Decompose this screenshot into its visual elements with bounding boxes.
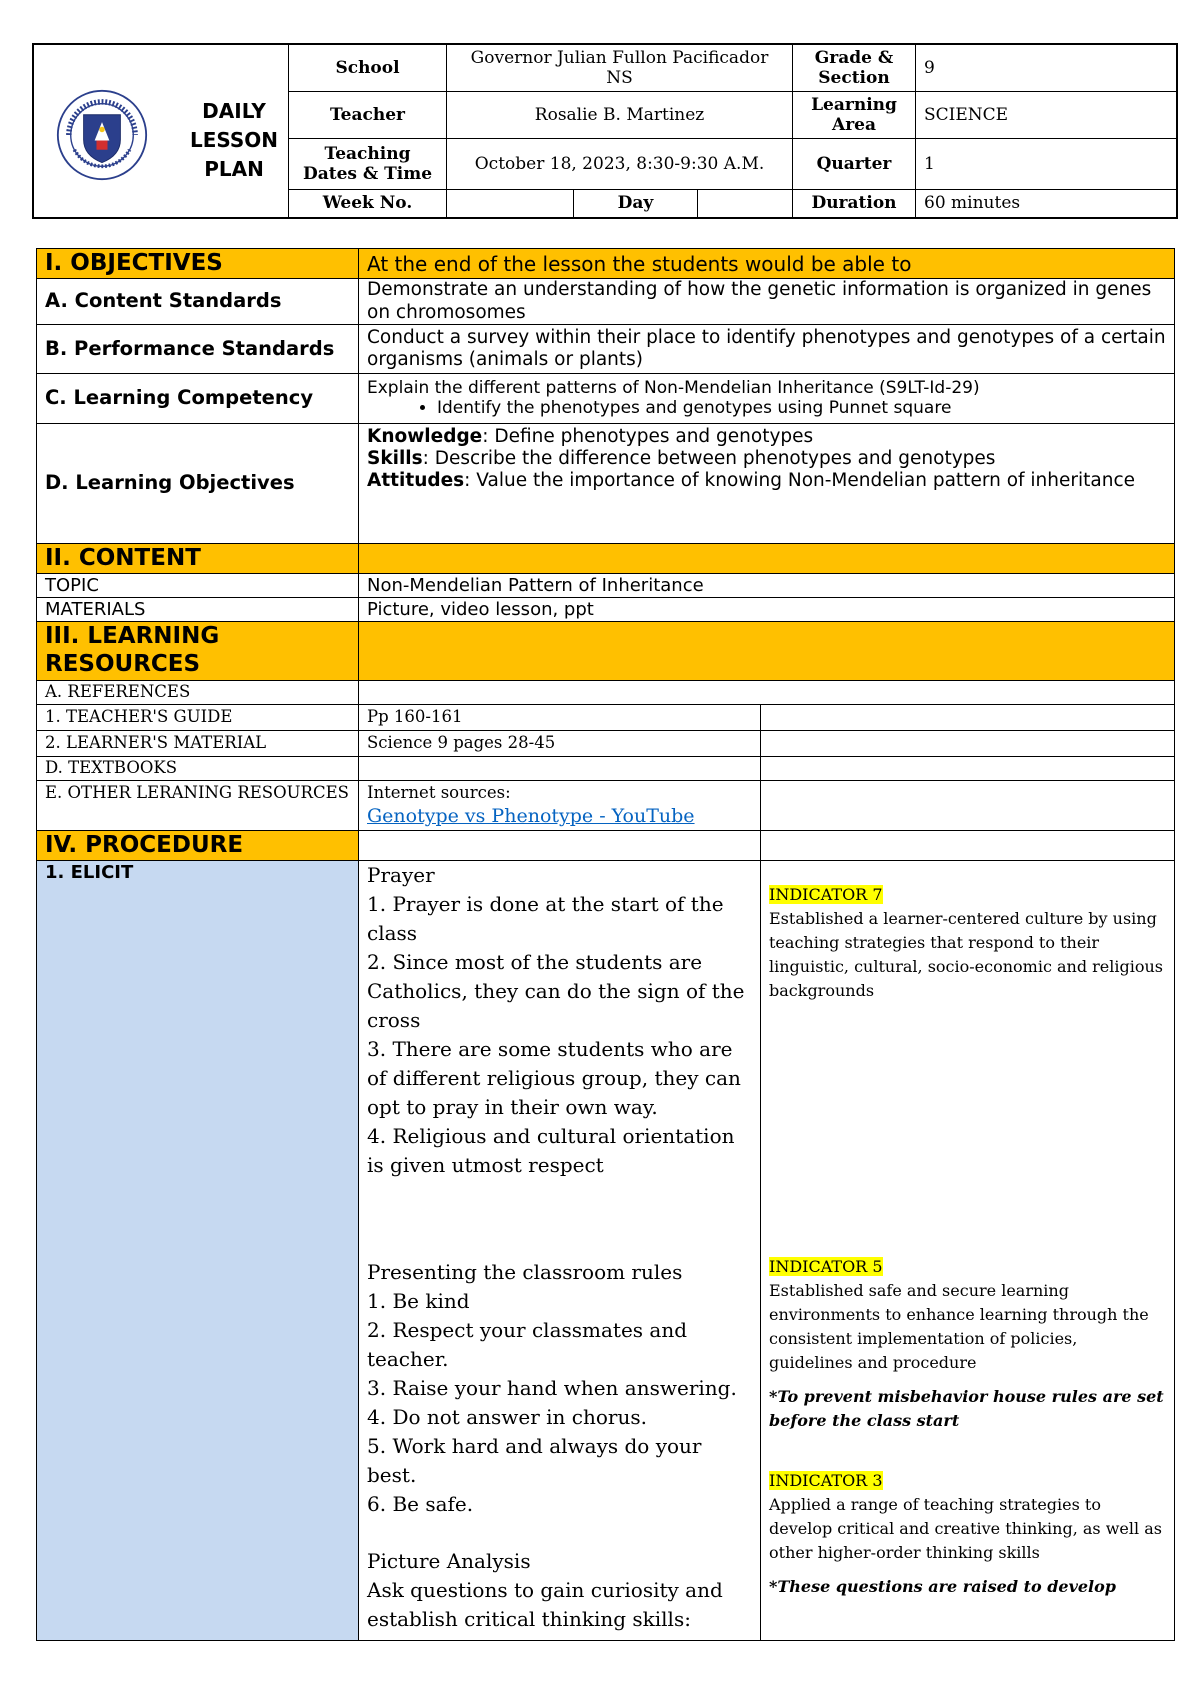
- indicator-5-text: Established safe and secure learning environments to enhance learning through the consistent implementation of policies, guidelines and procedure: [769, 1281, 1149, 1372]
- materials-label: MATERIALS: [37, 598, 359, 622]
- other-resources-intro: Internet sources:: [367, 783, 511, 802]
- indicator-5: [769, 1255, 1166, 1433]
- procedure-header-empty-1: [359, 831, 761, 861]
- learning-objectives-label: D. Learning Objectives: [37, 424, 359, 544]
- prayer-line: 1. Prayer is done at the start of the class: [367, 892, 724, 945]
- skills-line: [367, 448, 1166, 470]
- knowledge-value: : Define phenotypes and genotypes: [482, 426, 814, 447]
- quarter-label: Quarter: [793, 139, 916, 190]
- indicator-7-title: INDICATOR 7: [769, 885, 883, 904]
- day-value: [698, 190, 793, 217]
- learning-objectives-cell: [359, 424, 1175, 544]
- prayer-line: Prayer: [367, 863, 435, 887]
- skills-label: Skills: [367, 448, 423, 470]
- duration-value: 60 minutes: [924, 193, 1021, 214]
- indicator-7-text: Established a learner-centered culture by using teaching strategies that respond to their linguistic, cultural, socio-economic and religious backgrounds: [769, 909, 1164, 1000]
- learners-material-row: [37, 731, 1175, 757]
- teacher-value: Rosalie B. Martinez: [447, 92, 793, 139]
- attitudes-value: : Value the importance of knowing Non-Mendelian pattern of inheritance: [464, 470, 1136, 492]
- youtube-link[interactable]: Genotype vs Phenotype - YouTube: [367, 805, 695, 828]
- dates-value: October 18, 2023, 8:30-9:30 A.M.: [447, 139, 793, 190]
- textbooks-row: [37, 757, 1175, 781]
- indicator-5-title: INDICATOR 5: [769, 1257, 883, 1276]
- logo-cell: [34, 45, 289, 217]
- rules-line: 4. Do not answer in chorus.: [367, 1405, 647, 1429]
- content-heading: II. CONTENT: [37, 544, 359, 574]
- rules-line: 1. Be kind: [367, 1289, 470, 1313]
- materials-row: [37, 598, 1175, 622]
- quarter-value: 1: [916, 139, 1176, 190]
- learning-competency-bullet: • Identify the phenotypes and genotypes using Punnet square: [437, 399, 1166, 419]
- indicator-3-text: Applied a range of teaching strategies to develop critical and creative thinking, as well as other higher-order thinking skills: [769, 1495, 1162, 1562]
- rules-line: Presenting the classroom rules: [367, 1260, 683, 1284]
- resources-heading: III. LEARNING RESOURCES: [37, 622, 359, 681]
- picture-analysis-block: [367, 1547, 752, 1634]
- references-label: A. REFERENCES: [37, 681, 359, 705]
- teachers-guide-value: Pp 160-161: [359, 705, 761, 731]
- prayer-line: 4. Religious and cultural orientation is given utmost respect: [367, 1124, 735, 1177]
- other-resources-label: E. OTHER LERANING RESOURCES: [37, 781, 359, 831]
- knowledge-line: [367, 426, 1166, 448]
- plan-title: DAILY LESSON PLAN: [189, 99, 279, 181]
- week-value: [447, 190, 574, 217]
- textbooks-value: [359, 757, 761, 781]
- indicator-3-title: INDICATOR 3: [769, 1471, 883, 1490]
- picture-line: Ask questions to gain curiosity and establish critical thinking skills:: [367, 1578, 723, 1631]
- school-value: Governor Julian Fullon Pacificador NS: [447, 45, 793, 92]
- learners-material-label: 2. LEARNER'S MATERIAL: [37, 731, 359, 757]
- day-label: Day: [574, 190, 698, 217]
- performance-standards-row: [37, 325, 1175, 374]
- other-resources-row: [37, 781, 1175, 831]
- grade-value: 9: [916, 45, 1176, 92]
- objectives-heading: I. OBJECTIVES: [37, 249, 359, 279]
- procedure-header-row: [37, 831, 1175, 861]
- area-label: Learning Area: [793, 92, 916, 139]
- content-heading-fill: [359, 544, 1175, 574]
- textbooks-label: D. TEXTBOOKS: [37, 757, 359, 781]
- teachers-guide-row: [37, 705, 1175, 731]
- content-standards-row: [37, 279, 1175, 325]
- teachers-guide-label: 1. TEACHER'S GUIDE: [37, 705, 359, 731]
- picture-line: Picture Analysis: [367, 1549, 531, 1573]
- grade-label: Grade & Section: [793, 45, 916, 92]
- topic-label: TOPIC: [37, 574, 359, 598]
- content-standards-value: Demonstrate an understanding of how the genetic information is organized in genes on chromosomes: [359, 279, 1175, 325]
- content-standards-label: A. Content Standards: [37, 279, 359, 325]
- lesson-plan-header: [32, 43, 1178, 219]
- rules-line: 5. Work hard and always do your best.: [367, 1434, 702, 1487]
- prayer-block: [367, 861, 752, 1180]
- resources-heading-fill: [359, 622, 1175, 681]
- learning-competency-cell: [359, 374, 1175, 424]
- area-value: SCIENCE: [916, 92, 1176, 139]
- learners-material-value: Science 9 pages 28-45: [359, 731, 761, 757]
- school-label: School: [289, 45, 447, 92]
- topic-value: Non-Mendelian Pattern of Inheritance: [359, 574, 1175, 598]
- learning-competency-value: Explain the different patterns of Non-Mendelian Inheritance (S9LT-Id-29): [367, 377, 980, 398]
- indicator-3: [769, 1469, 1166, 1599]
- teachers-guide-empty: [761, 705, 1175, 731]
- prayer-line: 3. There are some students who are of different religious group, they can opt to pray in their own way.: [367, 1037, 741, 1119]
- dates-label: Teaching Dates & Time: [289, 139, 447, 190]
- performance-standards-value: Conduct a survey within their place to identify phenotypes and genotypes of a certain organisms (animals or plants): [359, 325, 1175, 374]
- learning-competency-row: [37, 374, 1175, 424]
- other-resources-empty: [761, 781, 1175, 831]
- rules-block: [367, 1258, 752, 1519]
- learning-competency-label: C. Learning Competency: [37, 374, 359, 424]
- deped-seal-icon: [56, 89, 148, 181]
- skills-value: : Describe the difference between phenotypes and genotypes: [422, 448, 996, 470]
- indicator-5-note: *To prevent misbehavior house rules are set before the class start: [769, 1387, 1164, 1430]
- learners-material-empty: [761, 731, 1175, 757]
- other-resources-cell: [359, 781, 761, 831]
- elicit-label: 1. ELICIT: [37, 861, 359, 1641]
- indicator-7: [769, 883, 1166, 1003]
- rules-line: 3. Raise your hand when answering.: [367, 1376, 737, 1400]
- duration-label: Duration: [793, 190, 916, 217]
- references-empty: [359, 681, 1175, 705]
- resources-header-row: [37, 622, 1175, 681]
- elicit-activities: [359, 861, 761, 1641]
- lesson-plan-table: [36, 248, 1175, 1641]
- knowledge-label: Knowledge: [367, 426, 483, 447]
- procedure-heading: IV. PROCEDURE: [37, 831, 359, 861]
- rules-line: 6. Be safe.: [367, 1492, 474, 1516]
- elicit-row: [37, 861, 1175, 1641]
- rules-line: 2. Respect your classmates and teacher.: [367, 1318, 688, 1371]
- attitudes-line: [367, 470, 1166, 492]
- topic-row: [37, 574, 1175, 598]
- week-label: Week No.: [289, 190, 447, 217]
- textbooks-empty: [761, 757, 1175, 781]
- objectives-header-row: [37, 249, 1175, 279]
- indicators-cell: [761, 861, 1175, 1641]
- content-header-row: [37, 544, 1175, 574]
- materials-value: Picture, video lesson, ppt: [359, 598, 1175, 622]
- references-row: [37, 681, 1175, 705]
- learning-objectives-row: [37, 424, 1175, 544]
- performance-standards-label: B. Performance Standards: [37, 325, 359, 374]
- objectives-intro: At the end of the lesson the students would be able to: [359, 249, 1175, 279]
- prayer-line: 2. Since most of the students are Catholics, they can do the sign of the cross: [367, 950, 745, 1032]
- indicator-3-note: *These questions are raised to develop: [769, 1577, 1116, 1596]
- attitudes-label: Attitudes: [367, 470, 465, 492]
- teacher-label: Teacher: [289, 92, 447, 139]
- procedure-header-empty-2: [761, 831, 1175, 861]
